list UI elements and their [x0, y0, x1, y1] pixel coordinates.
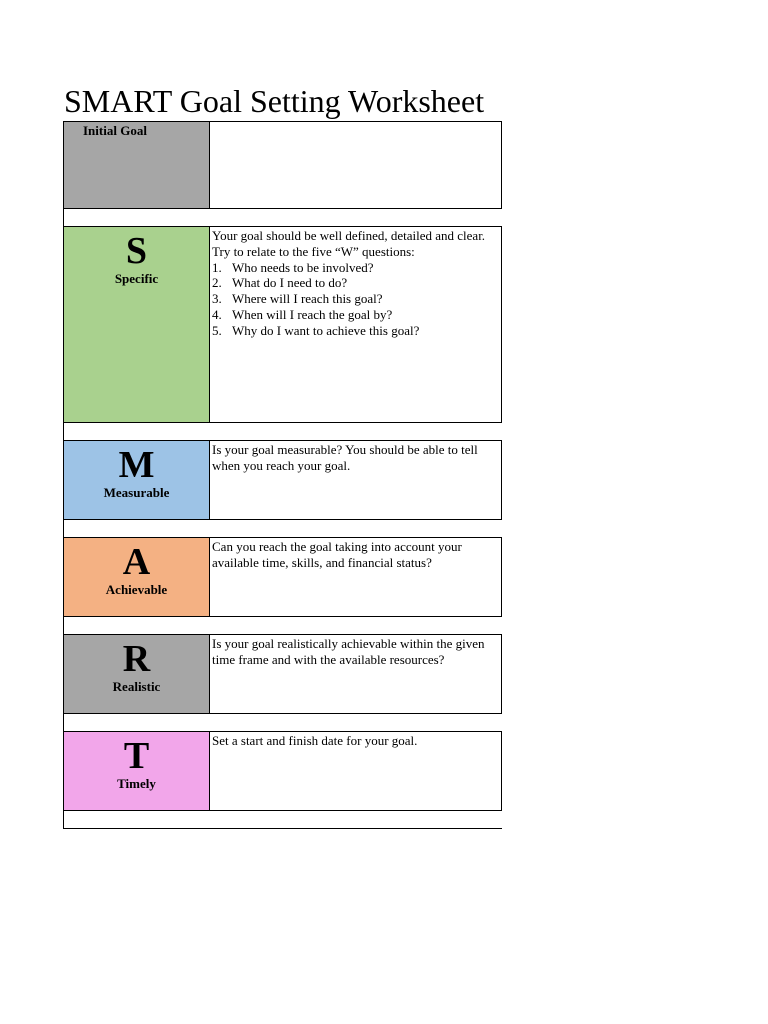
table-bottom-row [63, 811, 502, 829]
list-item: 3. Where will I reach this goal? [212, 291, 383, 307]
initial-goal-row [63, 121, 502, 209]
measurable-word: Measurable [103, 485, 170, 500]
specific-row [63, 226, 502, 423]
row-gap [63, 520, 502, 537]
initial-goal-field[interactable] [210, 122, 501, 208]
achievable-label-cell [64, 538, 210, 616]
specific-intro: Your goal should be well defined, detailed and clear. Try to relate to the five “W” questions: [212, 228, 486, 259]
initial-goal-label: Initial Goal [83, 123, 147, 138]
specific-letter: S [125, 230, 148, 272]
timely-word: Timely [117, 776, 156, 791]
specific-word: Specific [114, 271, 159, 286]
list-item: 5. Why do I want to achieve this goal? [212, 322, 420, 338]
measurable-label-cell [64, 441, 210, 519]
achievable-word: Achievable [105, 582, 168, 597]
timely-description[interactable]: Set a start and finish date for your goal. [212, 733, 418, 748]
list-item: 4. When will I reach the goal by? [212, 306, 393, 322]
measurable-description[interactable]: Is your goal measurable? You should be able to tell when you reach your goal. [212, 442, 478, 473]
realistic-description[interactable]: Is your goal realistically achievable within the given time frame and with the available resources? [212, 636, 485, 667]
five-w-questions-list [212, 260, 499, 339]
achievable-description[interactable]: Can you reach the goal taking into account your available time, skills, and financial status? [212, 539, 462, 570]
row-gap [63, 423, 502, 440]
list-item: 2. What do I need to do? [212, 275, 348, 291]
realistic-row [63, 634, 502, 714]
page-title: SMART Goal Setting Worksheet [64, 83, 485, 119]
list-item: 1. Who needs to be involved? [212, 259, 374, 275]
timely-row [63, 731, 502, 811]
achievable-letter: A [122, 541, 151, 583]
realistic-label-cell [64, 635, 210, 713]
specific-description[interactable] [210, 227, 501, 422]
achievable-row [63, 537, 502, 617]
row-gap [63, 714, 502, 731]
measurable-row [63, 440, 502, 520]
row-gap [63, 209, 502, 226]
realistic-letter: R [122, 638, 151, 680]
measurable-letter: M [118, 444, 155, 486]
specific-label-cell [64, 227, 210, 422]
timely-label-cell [64, 732, 210, 810]
timely-letter: T [123, 735, 150, 777]
realistic-word: Realistic [112, 679, 161, 694]
initial-goal-label-cell [64, 122, 210, 208]
row-gap [63, 617, 502, 634]
